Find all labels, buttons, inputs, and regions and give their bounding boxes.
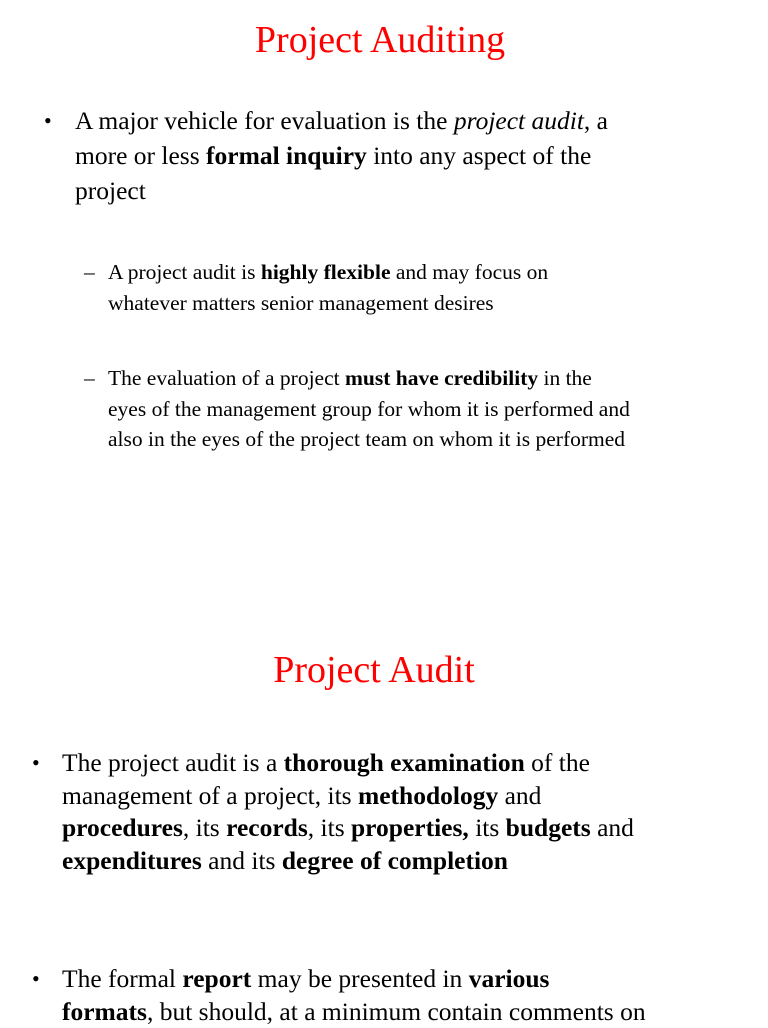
text-run: A project audit is [108,260,261,284]
slide-title: Project Auditing [254,19,506,61]
text-line: eyes of the management group for whom it is performed and [108,396,630,421]
text-run-bold: must have credibility [345,366,539,390]
text-run: The evaluation of a project [108,366,345,390]
text-run: , but should, at a minimum contain comments on [146,996,646,1026]
text-run: , its [182,813,227,842]
bullet-item [44,103,744,213]
text-run-bold: degree of completion [281,845,508,875]
sub-bullet-item [84,257,754,321]
text-line: also in the eyes of the project team on whom it is performed [108,427,626,451]
text-run: into any aspect of the [366,141,592,170]
text-line: whatever matters senior management desires [108,290,494,315]
text-run-bold: thorough examination [283,748,525,777]
bullet-text [75,103,608,208]
bullet-text [62,747,634,877]
text-run-bold: expenditures [62,845,202,875]
text-run-bold: formats [62,996,147,1026]
text-run-bold: report [182,964,252,993]
bullet-item [32,747,757,882]
text-run-bold: budgets [505,813,591,842]
text-run: , a [583,106,608,135]
text-run: and may focus on [390,260,549,284]
text-run: more or less [75,141,207,170]
text-run: and [590,813,634,842]
dash-marker: – [84,260,95,284]
text-run: and [498,780,542,810]
text-run: , its [307,813,351,842]
bullet-text [108,257,548,318]
text-run: and its [201,845,282,875]
bullet-text [62,963,646,1028]
text-run: The project audit is a [62,748,284,777]
text-run-bold: properties, [351,813,469,842]
bullet-marker: • [44,108,52,133]
text-run-bold: highly flexible [260,260,391,284]
text-run-italic: project audit [453,106,584,135]
slide-project-audit [0,620,768,1024]
text-run-bold: methodology [357,780,499,810]
slide-title: Project Audit [273,649,475,691]
dash-marker: – [84,366,95,390]
sub-bullet-item [84,363,754,458]
text-run: The formal [62,964,183,993]
bullet-marker: • [32,750,40,775]
text-run-bold: procedures [62,813,183,842]
bullet-marker: • [32,966,40,991]
text-run: in the [538,366,592,390]
bullet-text [108,363,630,455]
text-run-bold: formal inquiry [206,141,367,170]
text-line: project [75,176,146,205]
bullet-item [32,963,757,1024]
text-run-bold: various [468,964,550,993]
text-run: management of a project, its [62,780,358,810]
text-run: A major vehicle for evaluation is the [75,106,454,135]
text-run: its [468,813,506,842]
text-run: of the [524,748,590,777]
text-run-bold: records [226,813,308,842]
text-run: may be presented in [251,964,469,993]
